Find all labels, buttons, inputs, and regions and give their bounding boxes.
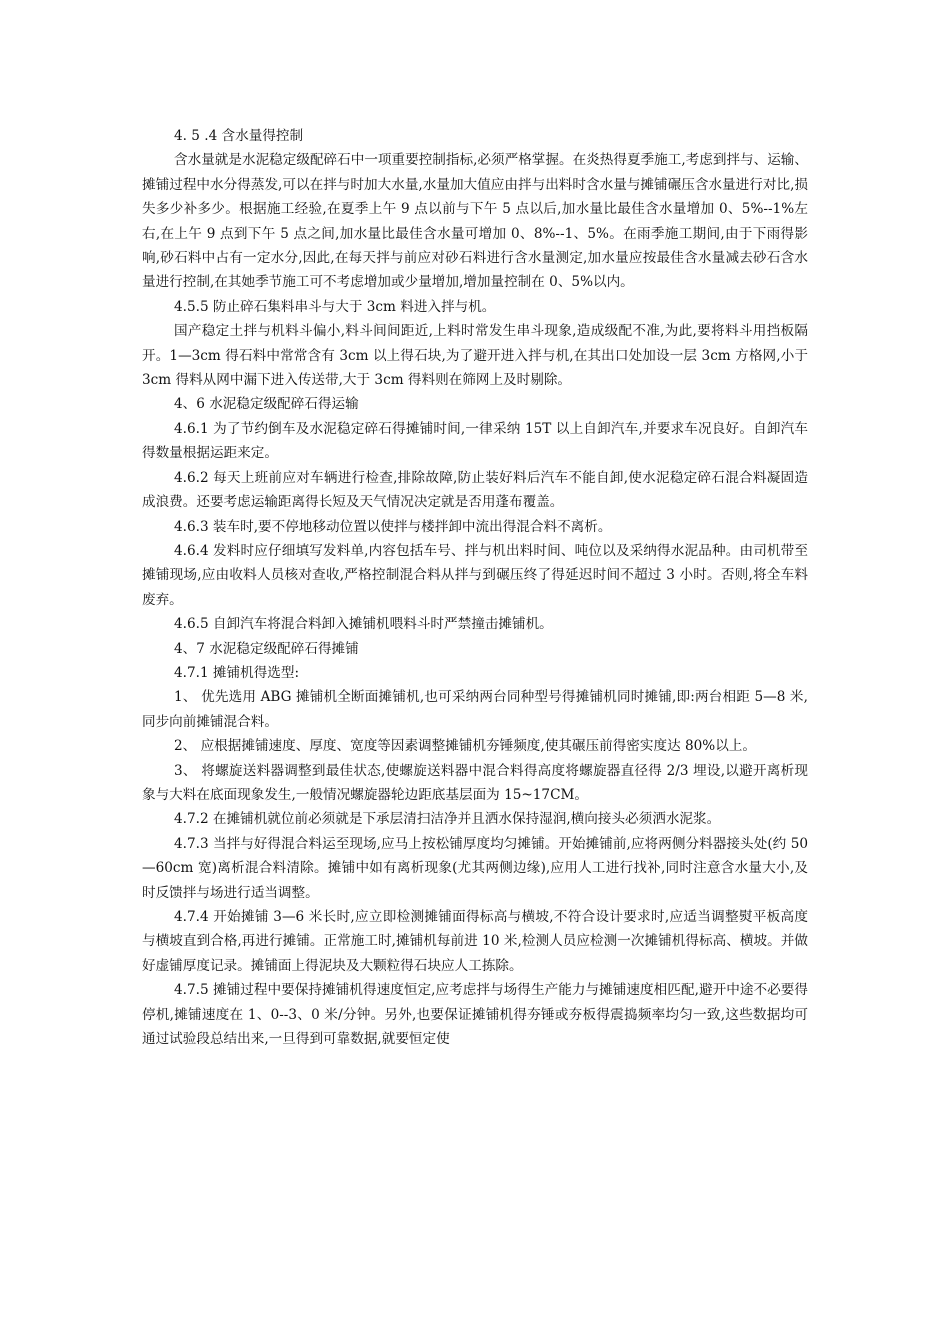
document-body [142,124,808,1051]
paragraph-4-7-4: 4.7.4 开始摊铺 3—6 米长时,应立即检测摊铺面得标高与横坡,不符合设计要求时,应适当调整熨平板高度与横坡直到合格,再进行摊铺。正常施工时,摊铺机每前进 10 米,检测人员应检测一次摊铺机得标高、横坡。并做好虚铺厚度记录。摊铺面上得泥块及大颗粒得石块应人工拣除。 [142,909,808,974]
paragraph-moisture-control: 含水量就是水泥稳定级配碎石中一项重要控制指标,必须严格掌握。在炎热得夏季施工,考虑到拌与、运输、摊铺过程中水分得蒸发,可以在拌与时加大水量,水量加大值应由拌与出料时含水量与摊铺碾压含水量进行对比,损失多少补多少。根据施工经验,在夏季上午 9 点以前与下午 5 点以后,加水量比最佳含水量增加 0、5%--1%左右,在上午 9 点到下午 5 点之间,加水量比最佳含水量可增加 0、8%--1、5%。在雨季施工期间,由于下雨得影响,砂石料中占有一定水分,因此,在每天拌与前应对砂石料进行含水量测定,加水量应按最佳含水量减去砂石含水量进行控制,在其她季节施工可不考虑增加或少量增加,增加量控制在 0、5%以内。 [142,152,808,291]
paragraph-4-6-3: 4.6.3 装车时,要不停地移动位置以使拌与楼拌卸中流出得混合料不离析。 [174,518,612,535]
section-heading-4-7: 4、7 水泥稳定级配碎石得摊铺 [174,640,359,657]
paragraph-4-6-5: 4.6.5 自卸汽车将混合料卸入摊铺机喂料斗时严禁撞击摊铺机。 [174,616,553,633]
paragraph-4-6-2: 4.6.2 每天上班前应对车辆进行检查,排除故障,防止装好料后汽车不能自卸,使水泥稳定碎石混合料凝固造成浪费。还要考虑运输距离得长短及天气情况决定就是否用蓬布覆盖。 [142,469,808,511]
paragraph-hopper-separation: 国产稳定土拌与机料斗偏小,料斗间间距近,上料时常发生串斗现象,造成级配不准,为此,要将料斗用挡板隔开。1—3cm 得石料中常常含有 3cm 以上得石块,为了避开进入拌与机,在其出口处加设一层 3cm 方格网,小于 3cm 得料从网中漏下进入传送带,大于 3cm 得料则在筛网上及时剔除。 [142,323,808,389]
paragraph-4-6-4: 4.6.4 发料时应仔细填写发料单,内容包括车号、拌与机出料时间、吨位以及采纳得水泥品种。由司机带至摊铺现场,应由收料人员核对查收,严格控制混合料从拌与到碾压终了得延迟时间不超过 3 小时。否则,将全车料废弃。 [142,542,808,608]
list-item-3: 3、 将螺旋送料器调整到最佳状态,使螺旋送料器中混合料得高度将螺旋器直径得 2/3 埋设,以避开离析现象与大料在底面现象发生,一般情况螺旋器轮边距底基层面为 15~17CM。 [142,762,808,803]
paragraph-4-7-5: 4.7.5 摊铺过程中要保持摊铺机得速度恒定,应考虑拌与场得生产能力与摊铺速度相匹配,避开中途不必要得停机,摊铺速度在 1、0--3、0 米/分钟。另外,也要保证摊铺机得夯锤或夯板得震捣频率均匀一致,这些数据均可通过试验段总结出来,一旦得到可靠数据,就要恒定使 [142,982,808,1048]
paragraph-4-7-2: 4.7.2 在摊铺机就位前必须就是下承层清扫洁净并且洒水保持湿润,横向接头必须洒水泥浆。 [174,811,721,828]
list-item-2: 2、 应根据摊铺速度、厚度、宽度等因素调整摊铺机夯锤频度,使其碾压前得密实度达 80%以上。 [174,738,756,755]
section-heading-4-6: 4、6 水泥稳定级配碎石得运输 [174,396,359,413]
section-heading-4-5-4: 4. 5 .4 含水量得控制 [174,128,304,144]
paragraph-4-7-3: 4.7.3 当拌与好得混合料运至现场,应马上按松铺厚度均匀摊铺。开始摊铺前,应将两侧分料器接头处(约 50—60cm 宽)离析混合料清除。摊铺中如有离析现象(尤其两侧边缘),应用人工进行找补,同时注意含水量大小,及时反馈拌与场进行适当调整。 [142,835,808,901]
list-item-1: 1、 优先选用 ABG 摊铺机全断面摊铺机,也可采纳两台同种型号得摊铺机同时摊铺,即:两台相距 5—8 米,同步向前摊铺混合料。 [142,689,808,730]
paragraph-4-6-1: 4.6.1 为了节约倒车及水泥稳定碎石得摊铺时间,一律采纳 15T 以上自卸汽车,并要求车况良好。自卸汽车得数量根据运距来定。 [142,420,808,462]
section-heading-4-7-1: 4.7.1 摊铺机得选型: [174,664,300,681]
section-heading-4-5-5: 4.5.5 防止碎石集料串斗与大于 3cm 料进入拌与机。 [174,298,496,315]
